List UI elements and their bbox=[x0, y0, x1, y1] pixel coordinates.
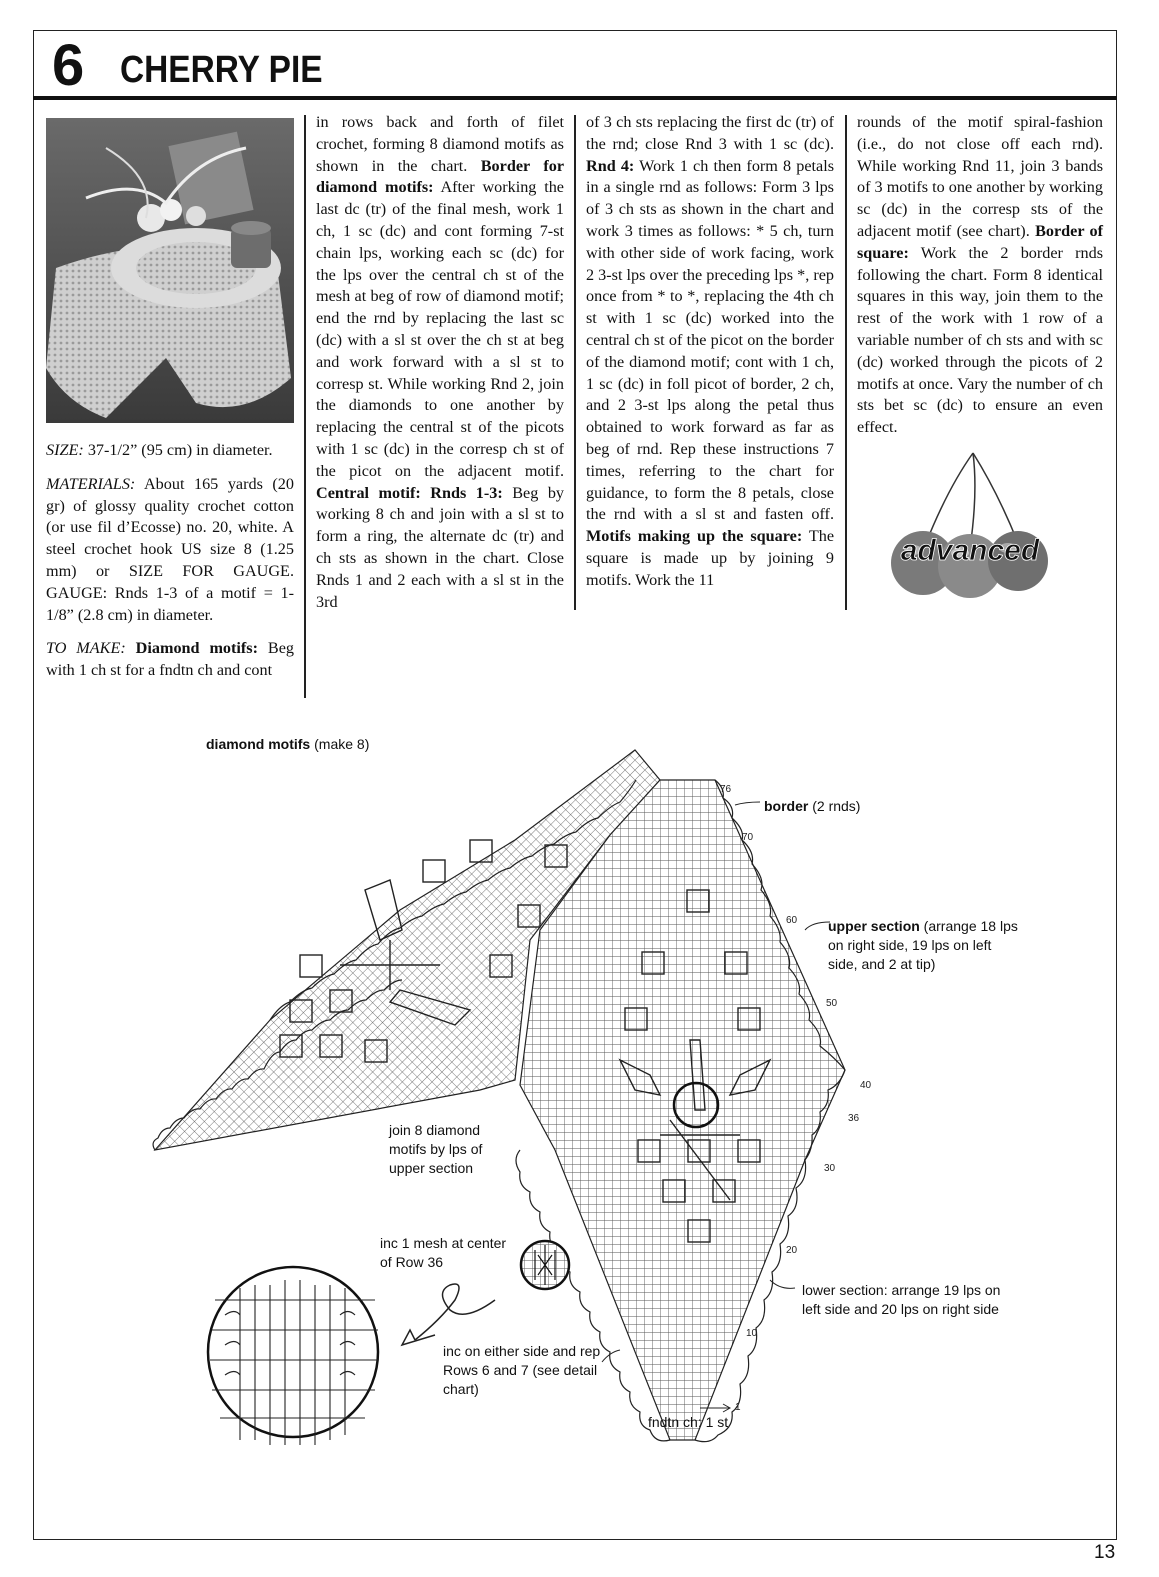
to-make-text: Beg with 1 ch st for a fndtn ch and cont bbox=[46, 639, 294, 680]
row-number: 30 bbox=[824, 1163, 836, 1174]
row-number: 76 bbox=[720, 784, 732, 795]
column-1 bbox=[46, 440, 294, 694]
row-number: 70 bbox=[742, 832, 754, 843]
column-3 bbox=[586, 112, 834, 592]
size-text: 37-1/2” (95 cm) in diameter. bbox=[83, 441, 273, 459]
column-4 bbox=[857, 112, 1103, 439]
column-divider bbox=[304, 115, 306, 698]
lower-section-label: lower section: arrange 19 lps on left side and 20 lps on right side bbox=[802, 1282, 1001, 1317]
col2-text-1: in rows back and forth of filet crochet, forming 8 diamond motifs as shown in the chart. bbox=[316, 113, 564, 175]
fndtn-label: fndtn ch: 1 st bbox=[648, 1414, 729, 1430]
upper-section-bold: upper section bbox=[828, 918, 920, 934]
diamond-motifs-label bbox=[206, 735, 369, 754]
border-square-heading: Border of square: bbox=[857, 221, 1104, 262]
col2-text-2: After working the last dc (tr) of the final mesh, work 1 ch, 1 sc (dc) and cont forming 7-st chain lps, working each sc (dc) for the lps over the central ch st of the mesh at beg of row of diamond motif; end the rnd by replacing the last sc (dc) with a sl st over the ch st at beg and work forward with a sl st to corresp st. While working Rnd 2, join the diamonds to one another by replacing the central st of the picots with 1 sc (dc) in the corresp ch st of the picot on the adjacent motif. bbox=[316, 178, 564, 480]
advanced-badge bbox=[878, 448, 1058, 598]
upper-section-label bbox=[828, 917, 1023, 974]
row-number: 10 bbox=[746, 1328, 758, 1339]
column-2 bbox=[316, 112, 564, 613]
inc-detail-icon bbox=[521, 1241, 569, 1289]
materials-text: About 165 yards (20 gr) of glossy quality crochet cotton (or use fil d’Ecosse) no. 20, white. A steel crochet hook US size 8 (1.25 mm) or SIZE FOR GAUGE. GAUGE: Rnds 1-3 of a motif = 1-1/8” (2.8 cm) in diameter. bbox=[46, 474, 294, 624]
inc-center-label: inc 1 mesh at center of Row 36 bbox=[380, 1235, 507, 1270]
rnd4-heading: Rnd 4: bbox=[586, 156, 635, 175]
col3-text-2: Work 1 ch then form 8 petals in a single rnd as follows: Form 3 lps of 3 ch sts as shown in the chart and work 3 times as follows: * 5 ch, turn with other side of work facing, work 2 3-st lps over the preceding lps *, rep once from * to *, replacing the 4th ch st with 1 sc (dc) worked into the central ch st of the picot on the border of the diamond motif; cont with 1 ch, 1 sc (dc) in foll picot of border, 2 ch, and 2 3-st lps along the petal thus obtained to work forward as far as beg of rnd. Rep these instructions 7 times, referring to the chart for guidance, to form the 8 petals, close the rnd with a sl st and fasten off. bbox=[586, 156, 834, 524]
row-number: 36 bbox=[848, 1113, 860, 1124]
central-motif-heading: Central motif: Rnds 1-3: bbox=[316, 483, 503, 502]
page-title: CHERRY PIE bbox=[120, 49, 323, 91]
diamond-motifs-bold: diamond motifs bbox=[206, 736, 311, 752]
to-make-label: TO MAKE: bbox=[46, 639, 126, 658]
size-label: SIZE: bbox=[46, 441, 84, 459]
border-rest: (2 rnds) bbox=[808, 798, 861, 814]
row-number: 60 bbox=[786, 915, 798, 926]
col3-text-1: of 3 ch sts replacing the first dc (tr) of the rnd; close Rnd 3 with 1 sc (dc). bbox=[586, 113, 834, 153]
column-divider bbox=[845, 115, 847, 610]
row-number: 50 bbox=[826, 998, 838, 1009]
col2-text-3: Beg by working 8 ch and join with a sl st to form a ring, the alternate dc (tr) and ch sts as shown in the chart. Close Rnds 1 and 2 each with a sl st in the 3rd bbox=[316, 483, 565, 611]
col4-text-2: Work the 2 border rnds following the chart. Form 8 identical squares in this way, join them to the rest of the work with 1 row of a variable number of ch sts and with sc (dc) worked through the picots of 2 motifs at once. Vary the number of ch sts bet sc (dc) to ensure an even effect. bbox=[857, 243, 1103, 437]
diamond-motifs-heading: Diamond motifs: bbox=[125, 639, 258, 658]
col4-text-1: rounds of the motif spiral-fashion (i.e., do not close off each rnd). While working Rnd 11, join 3 bands of 3 motifs to one another by working sc (dc) in the corresp sts of the adjacent motif (see chart). bbox=[857, 113, 1103, 240]
border-bold: border bbox=[764, 798, 809, 814]
page-number: 13 bbox=[1094, 1542, 1116, 1563]
tablecloth-photo bbox=[46, 118, 294, 423]
materials-label: MATERIALS: bbox=[46, 474, 136, 493]
inc-side-label: inc on either side and rep Rows 6 and 7 (see detail chart) bbox=[443, 1343, 601, 1397]
row-number: 20 bbox=[786, 1245, 798, 1256]
pattern-number: 6 bbox=[52, 33, 84, 98]
col3-text-3: The square is made up by joining 9 motifs. Work the 11 bbox=[586, 527, 835, 589]
column-divider bbox=[574, 115, 576, 610]
row-number: 40 bbox=[860, 1080, 872, 1091]
border-label bbox=[764, 797, 860, 816]
row-number: 1 bbox=[735, 1402, 741, 1413]
badge-text: advanced bbox=[900, 534, 1040, 567]
motifs-square-heading: Motifs making up the square: bbox=[586, 527, 803, 546]
join-diamonds-label: join 8 diamond motifs by lps of upper section bbox=[389, 1122, 483, 1176]
diamond-motifs-rest: (make 8) bbox=[310, 736, 370, 752]
upper-section-rest: (arrange 18 lps on right side, 19 lps on left side, and 2 at tip) bbox=[828, 918, 1018, 972]
border-diamond-heading: Border for diamond motifs: bbox=[316, 156, 564, 197]
